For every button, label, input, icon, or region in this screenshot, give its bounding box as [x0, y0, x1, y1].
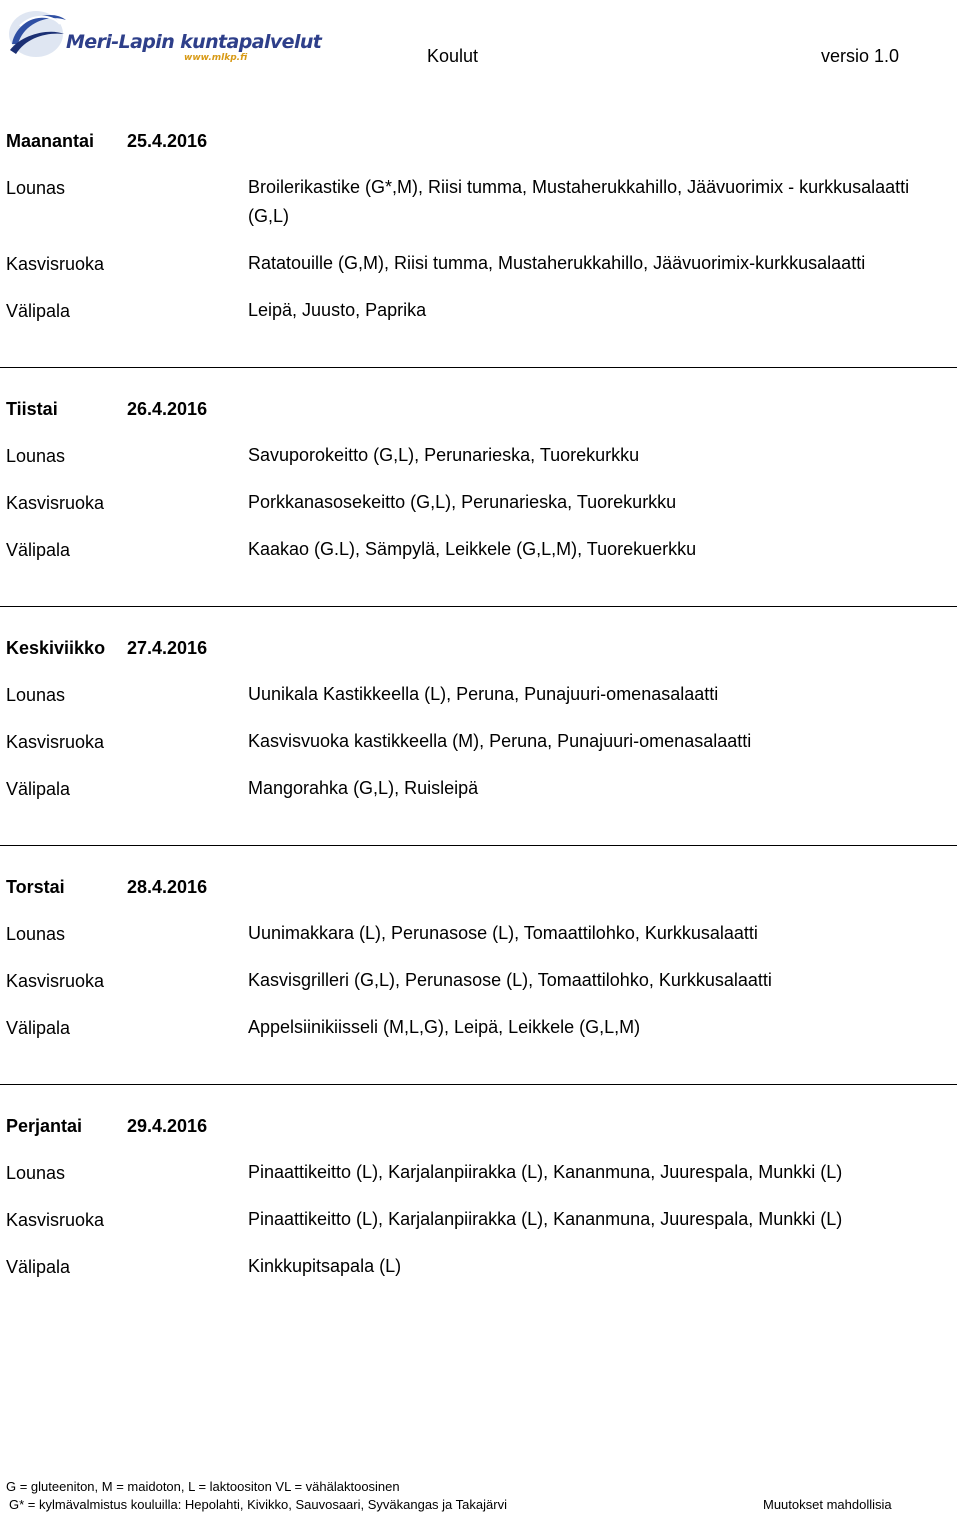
day-name: Perjantai	[6, 1116, 83, 1136]
lounas-text: Pinaattikeitto (L), Karjalanpiirakka (L), Kananmuna, Juurespala, Munkki (L)	[248, 1162, 843, 1182]
cold-prep-note: G* = kylmävalmistus kouluilla: Hepolahti, Kivikko, Sauvosaari, Syväkangas ja Takajärvi	[9, 1497, 507, 1512]
page-title: Koulut	[427, 46, 479, 66]
kasvisruoka-text: Kasvisvuoka kastikkeella (M), Peruna, Punajuuri-omenasalaatti	[248, 731, 752, 751]
kasvisruoka-label: Kasvisruoka	[6, 254, 105, 274]
day-date: 27.4.2016	[127, 638, 208, 658]
day-date: 28.4.2016	[127, 877, 208, 897]
day-block-friday	[0, 1116, 960, 1316]
allergen-legend: G = gluteeniton, M = maidoton, L = laktoositon VL = vähälaktoosinen	[6, 1479, 400, 1494]
lounas-text: Uunikala Kastikkeella (L), Peruna, Punajuuri-omenasalaatti	[248, 684, 719, 704]
day-date: 26.4.2016	[127, 399, 208, 419]
valipala-text: Mangorahka (G,L), Ruisleipä	[248, 778, 479, 798]
lounas-text: Broilerikastike (G*,M), Riisi tumma, Mustaherukkahillo, Jäävuorimix - kurkkusalaatti (G,L)	[248, 177, 910, 226]
day-divider	[0, 606, 957, 607]
changes-note: Muutokset mahdollisia	[763, 1497, 892, 1512]
valipala-label: Välipala	[6, 779, 71, 799]
lounas-label: Lounas	[6, 446, 66, 466]
day-block-wednesday	[0, 638, 960, 838]
lounas-label: Lounas	[6, 924, 66, 944]
kasvisruoka-label: Kasvisruoka	[6, 971, 105, 991]
kasvisruoka-label: Kasvisruoka	[6, 493, 105, 513]
day-divider	[0, 1084, 957, 1085]
kasvisruoka-text: Porkkanasosekeitto (G,L), Perunarieska, Tuorekurkku	[248, 492, 677, 512]
valipala-text: Appelsiinikiisseli (M,L,G), Leipä, Leikkele (G,L,M)	[248, 1017, 641, 1037]
day-divider	[0, 367, 957, 368]
kasvisruoka-label: Kasvisruoka	[6, 1210, 105, 1230]
lounas-label: Lounas	[6, 1163, 66, 1183]
day-name: Maanantai	[6, 131, 95, 151]
valipala-label: Välipala	[6, 1257, 71, 1277]
day-divider	[0, 845, 957, 846]
day-date: 25.4.2016	[127, 131, 208, 151]
day-name: Keskiviikko	[6, 638, 106, 658]
valipala-text: Leipä, Juusto, Paprika	[248, 300, 427, 320]
valipala-text: Kinkkupitsapala (L)	[248, 1256, 402, 1276]
kasvisruoka-label: Kasvisruoka	[6, 732, 105, 752]
valipala-label: Välipala	[6, 1018, 71, 1038]
day-name: Torstai	[6, 877, 65, 897]
valipala-text: Kaakao (G.L), Sämpylä, Leikkele (G,L,M), Tuorekuerkku	[248, 539, 697, 559]
day-date: 29.4.2016	[127, 1116, 208, 1136]
company-logo	[6, 4, 322, 70]
lounas-text: Savuporokeitto (G,L), Perunarieska, Tuorekurkku	[248, 445, 640, 465]
valipala-label: Välipala	[6, 301, 71, 321]
day-name: Tiistai	[6, 399, 58, 419]
kasvisruoka-text: Pinaattikeitto (L), Karjalanpiirakka (L), Kananmuna, Juurespala, Munkki (L)	[248, 1209, 843, 1229]
lounas-label: Lounas	[6, 178, 66, 198]
kasvisruoka-text: Kasvisgrilleri (G,L), Perunasose (L), Tomaattilohko, Kurkkusalaatti	[248, 970, 772, 990]
day-block-thursday	[0, 877, 960, 1077]
lounas-text: Uunimakkara (L), Perunasose (L), Tomaattilohko, Kurkkusalaatti	[248, 923, 758, 943]
version-label: versio 1.0	[821, 46, 900, 66]
day-block-monday	[0, 131, 960, 331]
logo-url: www.mlkp.fi	[184, 53, 248, 63]
day-block-tuesday	[0, 399, 960, 599]
logo-swoosh-icon	[6, 4, 68, 66]
logo-text: Meri-Lapin kuntapalvelut	[66, 31, 322, 53]
valipala-label: Välipala	[6, 540, 71, 560]
kasvisruoka-text: Ratatouille (G,M), Riisi tumma, Mustaherukkahillo, Jäävuorimix-kurkkusalaatti	[248, 253, 866, 273]
lounas-label: Lounas	[6, 685, 66, 705]
